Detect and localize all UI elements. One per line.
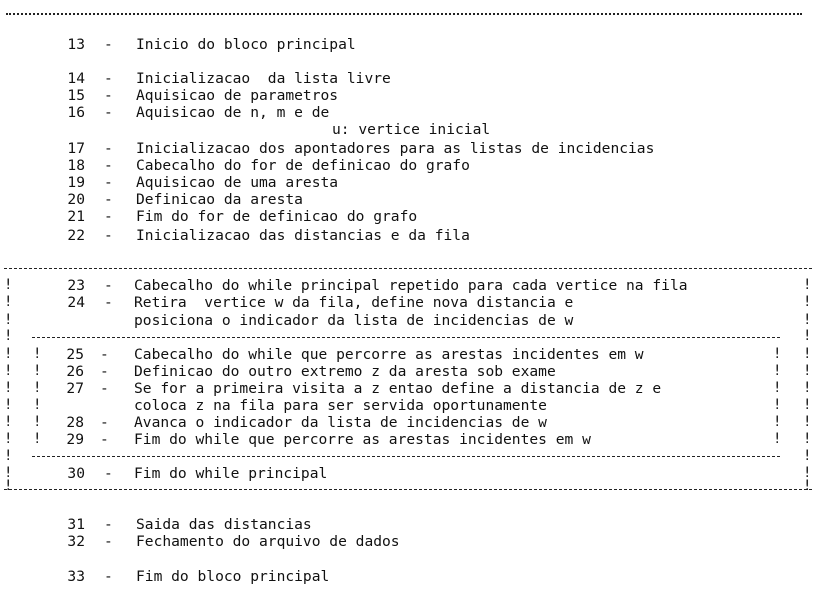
outer-box-right-border: ! (803, 448, 812, 464)
inner-box-left-border: ! (33, 397, 42, 413)
outer-box-right-border: ! (803, 277, 812, 293)
line-number: 13 (67, 36, 85, 53)
outer-box-left-border: ! (4, 312, 13, 328)
outer-box-right-border: ! (803, 465, 812, 481)
line-text: Retira vertice w da fila, define nova distancia e (134, 294, 574, 311)
outer-box-top-rule (4, 268, 812, 269)
line-text: u: vertice inicial (332, 121, 491, 138)
line-text: Se for a primeira visita a z entao define a distancia de z e (134, 380, 662, 397)
line-text: Fim do for de definicao do grafo (136, 208, 418, 225)
outer-box-left-border: ! (4, 328, 13, 344)
line-dash: - (104, 465, 113, 482)
outer-box-left-border: ! (4, 414, 13, 430)
line-text: Avanca o indicador da lista de incidencias de w (134, 414, 547, 431)
inner-box-left-border: ! (33, 380, 42, 396)
line-text: coloca z na fila para ser servida oportunamente (134, 397, 547, 414)
outer-box-right-border: ! (803, 294, 812, 310)
line-dash: - (104, 140, 113, 157)
line-dash: - (104, 157, 113, 174)
line-text: Aquisicao de n, m e de (136, 104, 330, 121)
outer-box-right-border: ! (803, 414, 812, 430)
outer-box-left-border: ! (4, 397, 13, 413)
line-number: 27 (66, 380, 84, 397)
outer-box-left-border: ! (4, 431, 13, 447)
line-text: Inicializacao das distancias e da fila (136, 227, 470, 244)
line-dash: - (104, 533, 113, 550)
line-dash: - (104, 191, 113, 208)
line-dash: - (104, 516, 113, 533)
line-dash: - (104, 36, 113, 53)
line-number: 25 (66, 346, 84, 363)
line-number: 24 (67, 294, 85, 311)
line-number: 30 (67, 465, 85, 482)
outer-box-right-border: ! (803, 380, 812, 396)
inner-box-left-border: ! (33, 414, 42, 430)
line-number: 33 (67, 568, 85, 585)
line-text: Cabecalho do while principal repetido para cada vertice na fila (134, 277, 688, 294)
line-number: 32 (67, 533, 85, 550)
inner-box-left-border: ! (33, 431, 42, 447)
line-number: 21 (67, 208, 85, 225)
line-dash: - (104, 104, 113, 121)
line-number: 20 (67, 191, 85, 208)
outer-box-left-border: ! (4, 363, 13, 379)
line-number: 17 (67, 140, 85, 157)
outer-box-right-border: ! (803, 363, 812, 379)
line-text: Fim do while principal (134, 465, 328, 482)
line-text: Saida das distancias (136, 516, 312, 533)
inner-box-right-border: ! (773, 397, 782, 413)
line-number: 14 (67, 70, 85, 87)
line-dash: - (104, 294, 113, 311)
line-dash: - (104, 70, 113, 87)
outer-box-left-border: ! (4, 380, 13, 396)
line-number: 16 (67, 104, 85, 121)
line-text: Fechamento do arquivo de dados (136, 533, 400, 550)
line-dash: - (100, 363, 109, 380)
line-text: Definicao do outro extremo z da aresta sob exame (134, 363, 556, 380)
outer-box-left-border: ! (4, 294, 13, 310)
line-number: 28 (66, 414, 84, 431)
line-dash: - (104, 227, 113, 244)
top-dotted-rule (6, 13, 802, 15)
inner-box-right-border: ! (773, 346, 782, 362)
outer-box-right-border: ! (803, 397, 812, 413)
outer-box-right-border: ! (803, 346, 812, 362)
line-dash: - (104, 568, 113, 585)
line-number: 18 (67, 157, 85, 174)
line-text: Cabecalho do for de definicao do grafo (136, 157, 470, 174)
outer-box-left-border: ! (4, 478, 13, 494)
line-text: Fim do bloco principal (136, 568, 330, 585)
inner-box-top-rule (32, 337, 780, 338)
inner-box-right-border: ! (773, 380, 782, 396)
outer-box-right-border: ! (803, 312, 812, 328)
outer-box-right-border: ! (803, 478, 812, 494)
outer-box-left-border: ! (4, 346, 13, 362)
line-dash: - (104, 174, 113, 191)
line-number: 26 (66, 363, 84, 380)
line-number: 31 (67, 516, 85, 533)
line-text: posiciona o indicador da lista de incidencias de w (134, 312, 574, 329)
line-text: Aquisicao de parametros (136, 87, 339, 104)
line-text: Cabecalho do while que percorre as arestas incidentes em w (134, 346, 644, 363)
outer-box-left-border: ! (4, 448, 13, 464)
outer-box-left-border: ! (4, 465, 13, 481)
line-number: 19 (67, 174, 85, 191)
outer-box-right-border: ! (803, 431, 812, 447)
inner-box-bottom-rule (32, 456, 780, 457)
line-dash: - (100, 380, 109, 397)
line-text: Inicio do bloco principal (136, 36, 356, 53)
inner-box-left-border: ! (33, 346, 42, 362)
inner-box-right-border: ! (773, 431, 782, 447)
outer-box-right-border: ! (803, 328, 812, 344)
line-dash: - (100, 414, 109, 431)
line-number: 15 (67, 87, 85, 104)
line-text: Inicializacao dos apontadores para as listas de incidencias (136, 140, 655, 157)
inner-box-right-border: ! (773, 363, 782, 379)
line-text: Definicao da aresta (136, 191, 303, 208)
line-dash: - (104, 87, 113, 104)
line-dash: - (104, 208, 113, 225)
line-number: 22 (67, 227, 85, 244)
line-number: 29 (66, 431, 84, 448)
line-text: Aquisicao de uma aresta (136, 174, 339, 191)
line-text: Inicializacao da lista livre (136, 70, 391, 87)
inner-box-right-border: ! (773, 414, 782, 430)
line-dash: - (100, 346, 109, 363)
line-dash: - (100, 431, 109, 448)
line-number: 23 (67, 277, 85, 294)
line-dash: - (104, 277, 113, 294)
outer-box-left-border: ! (4, 277, 13, 293)
inner-box-left-border: ! (33, 363, 42, 379)
line-text: Fim do while que percorre as arestas incidentes em w (134, 431, 591, 448)
outer-box-bottom-rule (4, 489, 812, 490)
